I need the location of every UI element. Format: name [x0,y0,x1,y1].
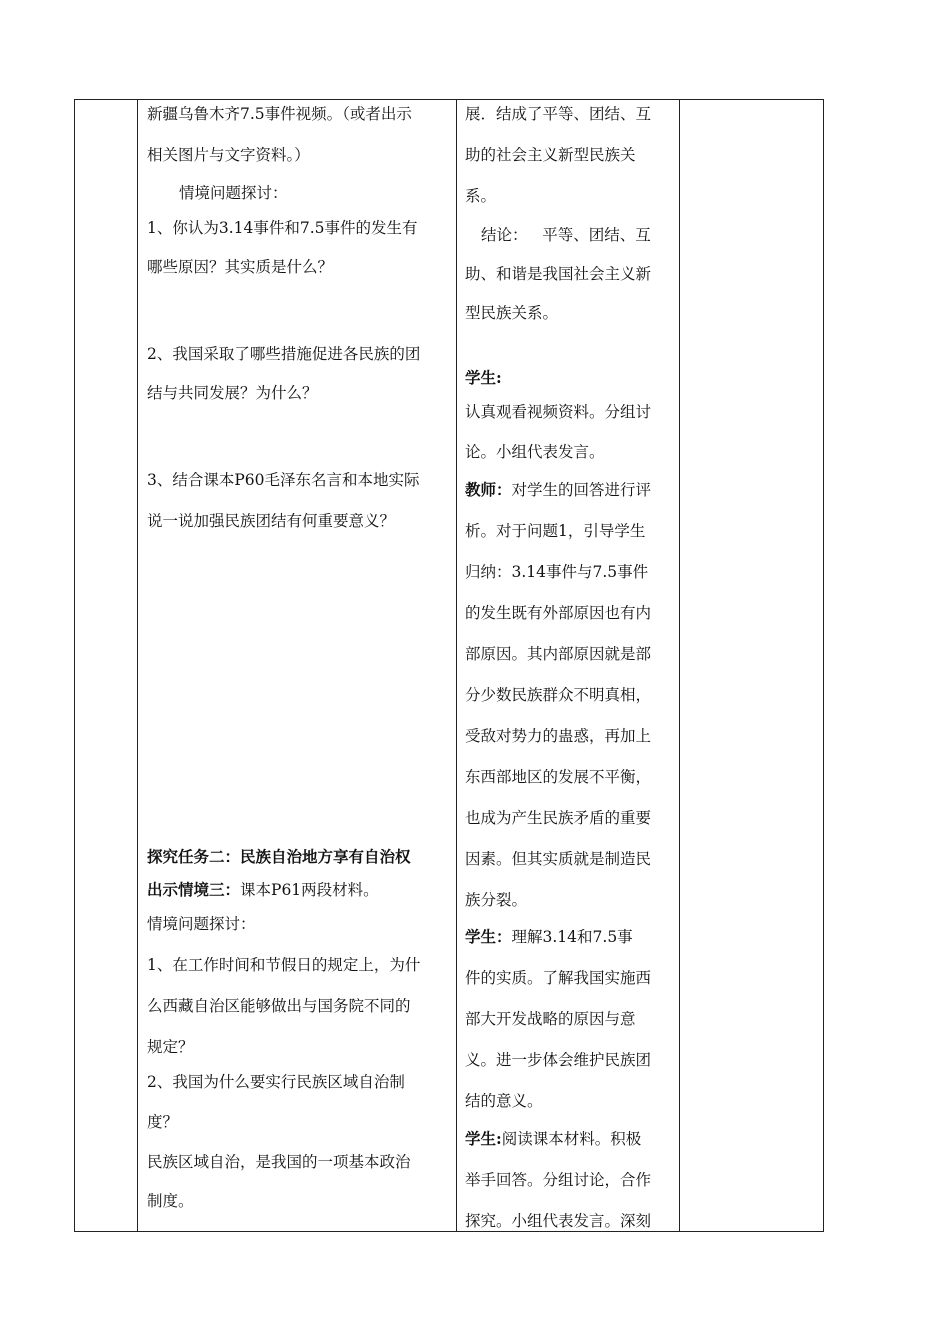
text-line: 受敌对势力的蛊惑，再加上 [465,727,652,745]
text-line: 举手回答。分组讨论，合作 [465,1171,652,1189]
student-label: 学生: [465,368,502,387]
text-line: 度？ [147,1113,179,1131]
text-line: 民族区域自治，是我国的一项基本政治 [147,1153,411,1171]
text-line: 2、我国采取了哪些措施促进各民族的团 [147,345,421,363]
text-line: 部大开发战略的原因与意 [465,1010,636,1028]
text-line: 3、结合课本P60毛泽东名言和本地实际 [147,471,420,489]
text-line: 说一说加强民族团结有何重要意义？ [147,512,396,530]
text-line: 族分裂。 [465,891,528,909]
text-line: 义。进一步体会维护民族团 [465,1051,652,1069]
student-line-2 [465,927,633,947]
student-label: 学生: [465,1129,502,1148]
text-line: 助的社会主义新型民族关 [465,146,636,164]
text-line: 因素。但其实质就是制造民 [465,850,652,868]
text-line: 制度。 [147,1192,194,1210]
text-line: 的发生既有外部原因也有内 [465,604,652,622]
conclusion-line: 结论： 平等、团结、互 [481,226,651,244]
text-line: 助、和谐是我国社会主义新 [465,265,652,283]
teacher-label: 教师： [465,480,512,499]
student-line-3 [465,1129,641,1149]
student-text: 阅读课本材料。积极 [501,1130,642,1148]
text-line: 件的实质。了解我国实施西 [465,969,652,987]
column-divider-2 [456,100,457,1231]
text-line: 情境问题探讨： [179,184,288,202]
column-divider-1 [137,100,138,1231]
text-line: 新疆乌鲁木齐7.5事件视频。（或者出示 [147,105,412,123]
text-line: 部原因。其内部原因就是部 [465,645,652,663]
student-label: 学生： [465,927,512,946]
text-line: 规定？ [147,1038,194,1056]
text-line: 2、我国为什么要实行民族区域自治制 [147,1073,405,1091]
text-line: 么西藏自治区能够做出与国务院不同的 [147,997,411,1015]
text-line: 探究。小组代表发言。深刻 [465,1212,652,1230]
text-line: 型民族关系。 [465,304,559,322]
text-line: 系。 [465,187,497,205]
text-line: 哪些原因？其实质是什么？ [147,258,334,276]
teacher-text: 对学生的回答进行评 [511,481,652,499]
scenario3-label: 出示情境三： [147,880,241,899]
text-line: 析。对于问题1，引导学生 [465,522,646,540]
column-divider-3 [679,100,680,1231]
text-line: 东西部地区的发展不平衡， [465,768,652,786]
text-line: 情境问题探讨： [147,915,256,933]
text-line: 结的意义。 [465,1092,543,1110]
text-line: 归纳：3.14事件与7.5事件 [465,563,649,581]
text-line: 分少数民族群众不明真相， [465,686,652,704]
text-line: 相关图片与文字资料。） [147,146,310,164]
text-line: 展．结成了平等、团结、互 [465,105,652,123]
text-line: 1、在工作时间和节假日的规定上，为什 [147,956,421,974]
lesson-table [74,99,824,1232]
text-line: 1、你认为3.14事件和7.5事件的发生有 [147,219,418,237]
text-line: 认真观看视频资料。分组讨 [465,403,652,421]
student-text: 理解3.14和7.5事 [511,928,633,946]
scenario3-text: 课本P61两段材料。 [240,881,379,899]
task2-heading: 探究任务二：民族自治地方享有自治权 [147,847,411,866]
teacher-line [465,480,651,500]
scenario3-line [147,880,379,900]
text-line: 也成为产生民族矛盾的重要 [465,809,652,827]
text-line: 结与共同发展？为什么？ [147,384,318,402]
text-line: 论。小组代表发言。 [465,443,605,461]
